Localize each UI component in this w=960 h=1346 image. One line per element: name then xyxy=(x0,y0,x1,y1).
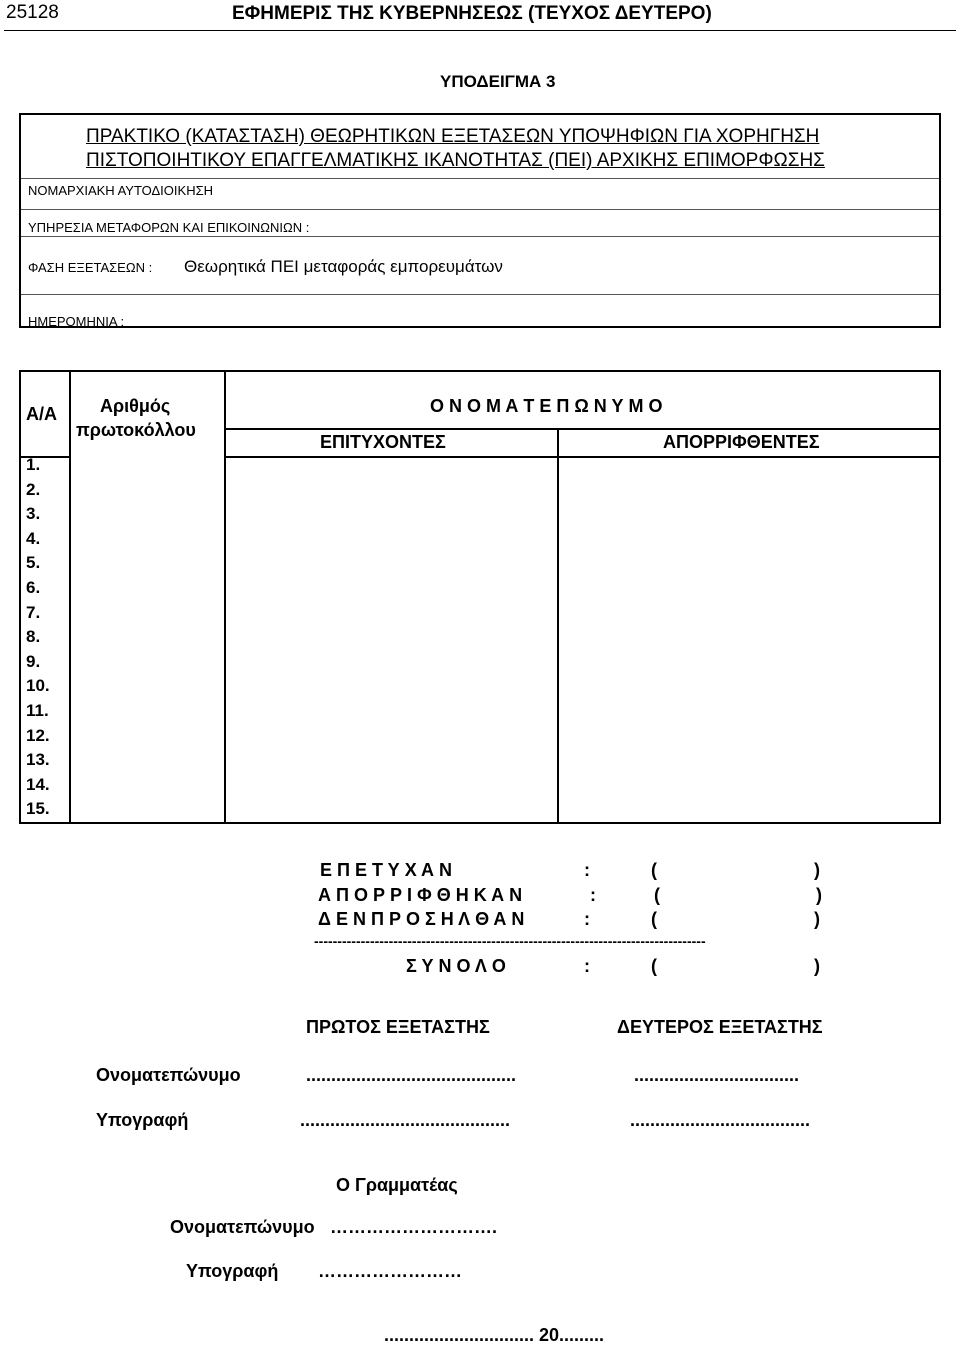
table-row-number: 2. xyxy=(26,479,41,499)
col-divider xyxy=(224,372,226,822)
summary-colon: : xyxy=(584,956,590,976)
table-row-number: 3. xyxy=(26,504,41,524)
col-header-passed: ΕΠΙΤΥΧΟΝΤΕΣ xyxy=(320,432,446,452)
header-rule xyxy=(4,30,956,31)
service-label: ΥΠΗΡΕΣΙΑ ΜΕΤΑΦΟΡΩΝ ΚΑΙ ΕΠΙΚΟΙΝΩΝΙΩΝ : xyxy=(28,220,310,235)
prefecture-label: ΝΟΜΑΡΧΙΑΚΗ ΑΥΤΟΔΙΟΙΚΗΣΗ xyxy=(28,183,214,198)
table-row-number: 5. xyxy=(26,553,41,573)
summary-colon: : xyxy=(590,885,596,905)
second-examiner-name-dots: ................................. xyxy=(634,1065,800,1085)
row-divider xyxy=(224,428,939,430)
example-label: ΥΠΟΔΕΙΓΜΑ 3 xyxy=(440,72,556,91)
summary-separator: ------------------------------------------------------------------------------------ xyxy=(314,933,706,949)
table-row-number: 9. xyxy=(26,651,41,671)
secretary-signature-label: Υπογραφή xyxy=(186,1261,279,1281)
summary-close-paren: ) xyxy=(814,956,820,976)
col-header-name: Ο Ν Ο Μ Α Τ Ε Π Ω Ν Υ Μ Ο xyxy=(430,396,663,416)
summary-colon: : xyxy=(584,909,590,929)
table-row-number: 4. xyxy=(26,528,41,548)
summary-open-paren: ( xyxy=(651,956,657,976)
divider xyxy=(21,236,939,237)
table-row-number: 12. xyxy=(26,725,50,745)
row-divider xyxy=(224,456,939,458)
examiner-signature-label: Υπογραφή xyxy=(96,1110,189,1130)
secretary-name-label: Ονοματεπώνυμο xyxy=(170,1217,315,1237)
summary-close-paren: ) xyxy=(814,909,820,929)
summary-open-paren: ( xyxy=(654,885,660,905)
table-row-number: 8. xyxy=(26,627,41,647)
summary-total-label: Σ Υ Ν Ο Λ Ο xyxy=(406,956,506,976)
secretary-signature-dots: …………………… xyxy=(318,1261,462,1281)
phase-label: ΦΑΣΗ ΕΞΕΤΑΣΕΩΝ : xyxy=(28,260,153,275)
form-title-line2: ΠΙΣΤΟΠΟΙΗΤΙΚΟΥ ΕΠΑΓΓΕΛΜΑΤΙΚΗΣ ΙΚΑΝΟΤΗΤΑΣ (ΠΕΙ) ΑΡΧΙΚΗΣ ΕΠΙΜΟΡΦΩΣΗΣ xyxy=(86,150,825,171)
summary-failed-label: Α Π Ο Ρ Ρ Ι Φ Θ Η Κ Α Ν xyxy=(318,885,523,905)
divider xyxy=(21,294,939,295)
first-examiner-title: ΠΡΩΤΟΣ ΕΞΕΤΑΣΤΗΣ xyxy=(306,1017,490,1037)
summary-close-paren: ) xyxy=(816,885,822,905)
col-divider xyxy=(69,372,71,822)
secretary-name-dots: ………………………. xyxy=(330,1217,498,1237)
gazette-title: ΕΦΗΜΕΡΙΣ ΤΗΣ ΚΥΒΕΡΝΗΣΕΩΣ (ΤΕΥΧΟΣ ΔΕΥΤΕΡΟ) xyxy=(232,3,712,24)
divider xyxy=(21,209,939,210)
summary-colon: : xyxy=(584,860,590,880)
date-label: ΗΜΕΡΟΜΗΝΙΑ : xyxy=(28,314,125,329)
secretary-title: Ο Γραμματέας xyxy=(336,1175,458,1195)
first-examiner-name-dots: .......................................... xyxy=(306,1065,517,1085)
second-examiner-signature-dots: .................................... xyxy=(630,1110,811,1130)
table-row-number: 13. xyxy=(26,750,50,770)
table-row-number: 15. xyxy=(26,799,50,819)
col-header-protocol-line2: πρωτοκόλλου xyxy=(76,420,196,440)
second-examiner-title: ΔΕΥΤΕΡΟΣ ΕΞΕΤΑΣΤΗΣ xyxy=(617,1017,823,1037)
form-title-line1: ΠΡΑΚΤΙΚΟ (ΚΑΤΑΣΤΑΣΗ) ΘΕΩΡΗΤΙΚΩΝ ΕΞΕΤΑΣΕΩΝ ΥΠΟΨΗΦΙΩΝ ΓΙΑ ΧΟΡΗΓΗΣΗ xyxy=(86,126,820,147)
divider xyxy=(21,178,939,179)
table-row-number: 7. xyxy=(26,602,41,622)
table-row-number: 6. xyxy=(26,578,41,597)
table-row-number: 10. xyxy=(26,676,50,696)
phase-value: Θεωρητικά ΠΕΙ μεταφοράς εμπορευμάτων xyxy=(184,257,503,276)
summary-passed-label: Ε Π Ε Τ Υ Χ Α Ν xyxy=(320,860,453,880)
footer-date: .............................. 20......... xyxy=(384,1325,605,1345)
summary-open-paren: ( xyxy=(651,909,657,929)
summary-open-paren: ( xyxy=(651,860,657,880)
summary-close-paren: ) xyxy=(814,860,820,880)
summary-absent-label: Δ Ε Ν Π Ρ Ο Σ Η Λ Θ Α Ν xyxy=(318,909,525,929)
table-row-number: 11. xyxy=(26,701,49,720)
col-header-failed: ΑΠΟΡΡΙΦΘΕΝΤΕΣ xyxy=(663,432,820,452)
col-header-aa: Α/Α xyxy=(26,404,57,424)
col-divider xyxy=(557,428,559,822)
table-row-number: 1. xyxy=(26,455,41,474)
page-number: 25128 xyxy=(6,2,59,23)
table-row-number: 14. xyxy=(26,774,50,794)
examiner-name-label: Ονοματεπώνυμο xyxy=(96,1065,241,1085)
col-header-protocol-line1: Αριθμός xyxy=(100,396,171,416)
first-examiner-signature-dots: .......................................... xyxy=(300,1110,511,1130)
